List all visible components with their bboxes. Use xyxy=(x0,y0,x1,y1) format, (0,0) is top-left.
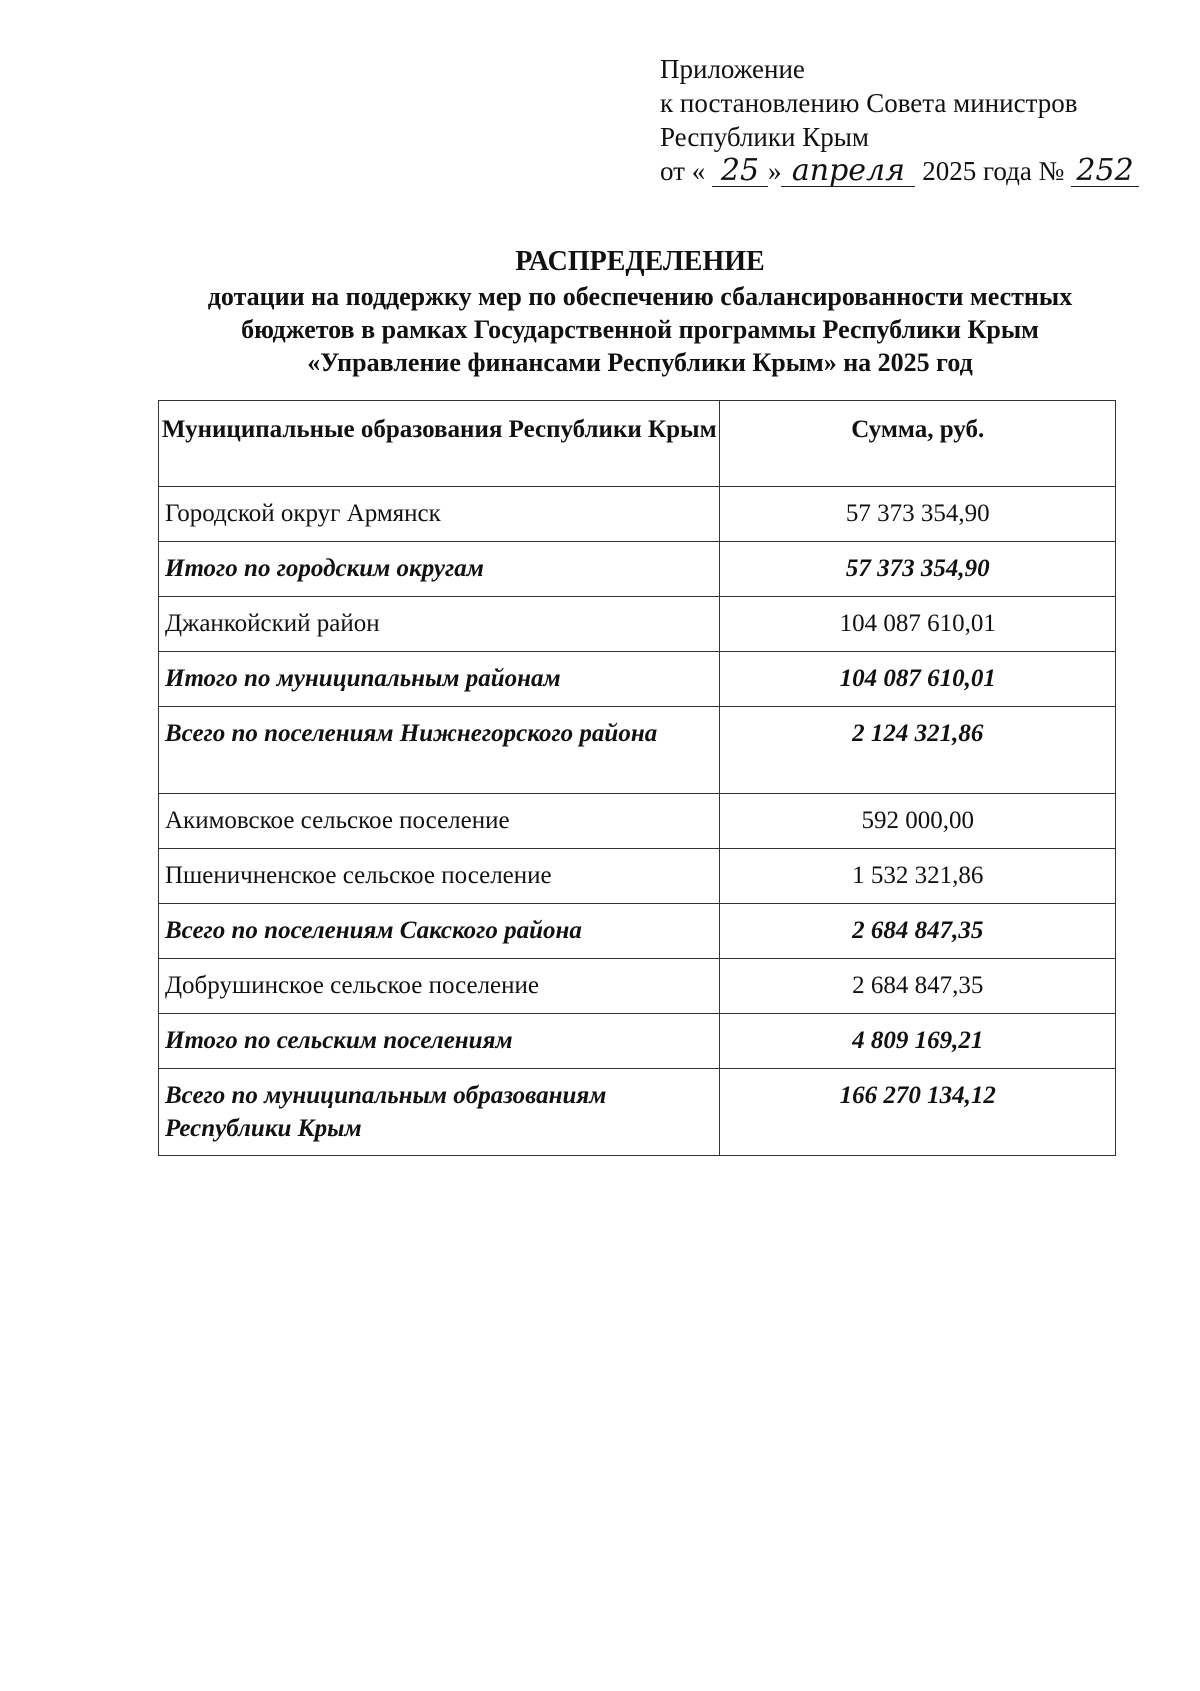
row-name: Всего по поселениям Сакского района xyxy=(159,904,720,959)
appendix-line-1: Приложение xyxy=(660,54,805,84)
row-amount: 57 373 354,90 xyxy=(720,487,1116,542)
date-year: 2025 года № xyxy=(922,156,1065,186)
row-amount: 1 532 321,86 xyxy=(720,849,1116,904)
row-amount: 104 087 610,01 xyxy=(720,597,1116,652)
title-line-1: дотации на поддержку мер по обеспечению сбалансированности местных xyxy=(207,282,1073,311)
date-quote-close: » xyxy=(767,156,782,186)
row-name: Итого по городским округам xyxy=(159,542,720,597)
header-amount: Сумма, руб. xyxy=(720,401,1116,487)
handwritten-number: 252 xyxy=(1071,156,1139,187)
row-name: Городской округ Армянск xyxy=(159,487,720,542)
row-amount: 592 000,00 xyxy=(720,794,1116,849)
row-amount: 2 124 321,86 xyxy=(720,707,1116,794)
document-title xyxy=(100,244,1180,379)
appendix-block xyxy=(660,52,1180,188)
table-row xyxy=(159,1069,1116,1156)
table-row xyxy=(159,1014,1116,1069)
row-amount: 2 684 847,35 xyxy=(720,959,1116,1014)
handwritten-day: 25 xyxy=(712,156,768,187)
table-header-row xyxy=(159,401,1116,487)
table-row xyxy=(159,597,1116,652)
row-name: Добрушинское сельское поселение xyxy=(159,959,720,1014)
row-name: Итого по муниципальным районам xyxy=(159,652,720,707)
table-row xyxy=(159,794,1116,849)
handwritten-month: апреля xyxy=(781,156,915,187)
date-prefix: от « xyxy=(660,156,706,186)
distribution-table xyxy=(158,400,1116,1156)
row-name: Акимовское сельское поселение xyxy=(159,794,720,849)
table-row xyxy=(159,652,1116,707)
row-name: Джанкойский район xyxy=(159,597,720,652)
table-row xyxy=(159,904,1116,959)
table-row xyxy=(159,707,1116,794)
row-amount: 2 684 847,35 xyxy=(720,904,1116,959)
table-row xyxy=(159,849,1116,904)
title-line-2: бюджетов в рамках Государственной программы Республики Крым xyxy=(241,315,1039,344)
row-amount: 4 809 169,21 xyxy=(720,1014,1116,1069)
table-row xyxy=(159,487,1116,542)
row-name: Всего по поселениям Нижнегорского района xyxy=(159,707,720,794)
row-amount: 104 087 610,01 xyxy=(720,652,1116,707)
header-municipalities: Муниципальные образования Республики Крым xyxy=(159,401,720,487)
row-amount: 166 270 134,12 xyxy=(720,1069,1116,1156)
row-name: Всего по муниципальным образованиям Республики Крым xyxy=(159,1069,720,1156)
title-main: РАСПРЕДЕЛЕНИЕ xyxy=(515,246,765,277)
table-row xyxy=(159,542,1116,597)
row-name: Пшеничненское сельское поселение xyxy=(159,849,720,904)
title-line-3: «Управление финансами Республики Крым» на 2025 год xyxy=(307,348,973,377)
table-row xyxy=(159,959,1116,1014)
appendix-line-3: Республики Крым xyxy=(660,122,869,152)
appendix-date-line xyxy=(660,154,1180,188)
row-name: Итого по сельским поселениям xyxy=(159,1014,720,1069)
row-amount: 57 373 354,90 xyxy=(720,542,1116,597)
appendix-line-2: к постановлению Совета министров xyxy=(660,88,1078,118)
